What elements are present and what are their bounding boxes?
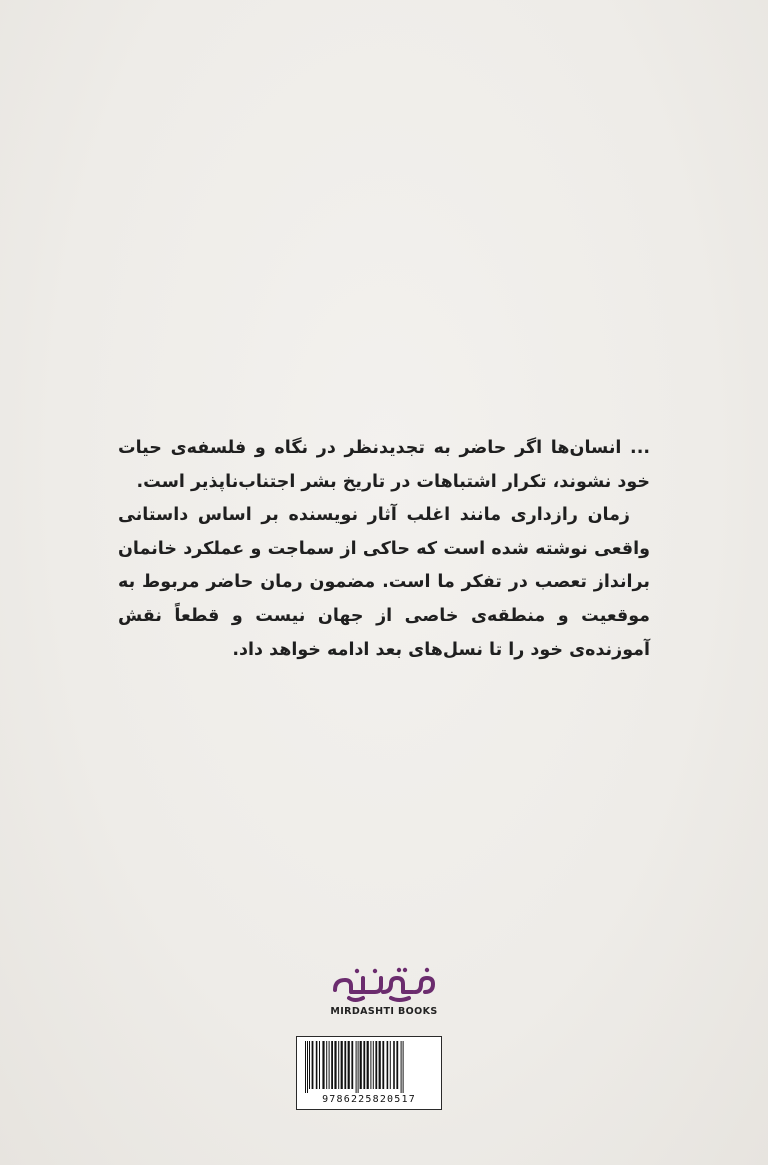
barcode-bar [329,1041,330,1089]
publisher-logo [300,966,468,1024]
barcode-bar [403,1041,404,1093]
barcode-bar [305,1041,306,1093]
barcode-bar [348,1041,350,1089]
barcode-bar [351,1041,353,1089]
barcode-bar [331,1041,333,1089]
barcode-bar [382,1041,384,1089]
blurb-paragraph-2: زمان رازداری مانند اغلب آثار نویسنده بر اساس داستانی واقعی نوشته شده است که حاکی از سماجت و عملکرد خانمان برانداز تعصب در تفکر ما است. مضمون رمان حاضر مربوط به موقعیت و منطقه‌ی خاصی از جهان نیست و قطعاً نقش آموزنده‌ی خود را تا نسل‌های بعد ادامه خواهد داد. [118,505,650,660]
barcode-bar [338,1041,339,1089]
barcode-bar [312,1041,314,1089]
barcode-bar [367,1041,369,1089]
blurb-paragraph-1: ... انسان‌ها اگر حاضر به تجدیدنظر در نگاه و فلسفه‌ی حیات خود نشوند، تکرار اشتباهات در تاریخ بشر اجتناب‌ناپذیر است. [118,438,650,492]
barcode-bars [303,1041,435,1093]
barcode-bar [396,1041,398,1089]
barcode-bar [316,1041,318,1089]
barcode-bar [363,1041,365,1089]
barcode-bar [309,1041,310,1089]
barcode-bar [390,1041,391,1089]
back-cover-blurb [118,432,650,667]
barcode-bar [344,1041,346,1089]
isbn-barcode [296,1036,442,1110]
barcode-bar [370,1041,371,1089]
barcode-bar [387,1041,389,1089]
barcode-bar [360,1041,362,1089]
barcode-bar [375,1041,377,1089]
barcode-bar [334,1041,336,1089]
publisher-logo-icon [329,966,439,1004]
barcode-bar [356,1041,357,1093]
barcode-bar [379,1041,381,1089]
barcode-bar [373,1041,374,1089]
barcode-bar [322,1041,324,1089]
isbn-number: 9786225820517 [322,1094,416,1105]
barcode-bar [393,1041,395,1089]
barcode-bar [319,1041,320,1089]
barcode-bar [401,1041,402,1093]
barcode-bar [326,1041,327,1089]
barcode-bar [307,1041,308,1093]
barcode-bar [358,1041,359,1093]
barcode-bar [341,1041,343,1089]
publisher-name: MIRDASHTI BOOKS [330,1006,438,1017]
